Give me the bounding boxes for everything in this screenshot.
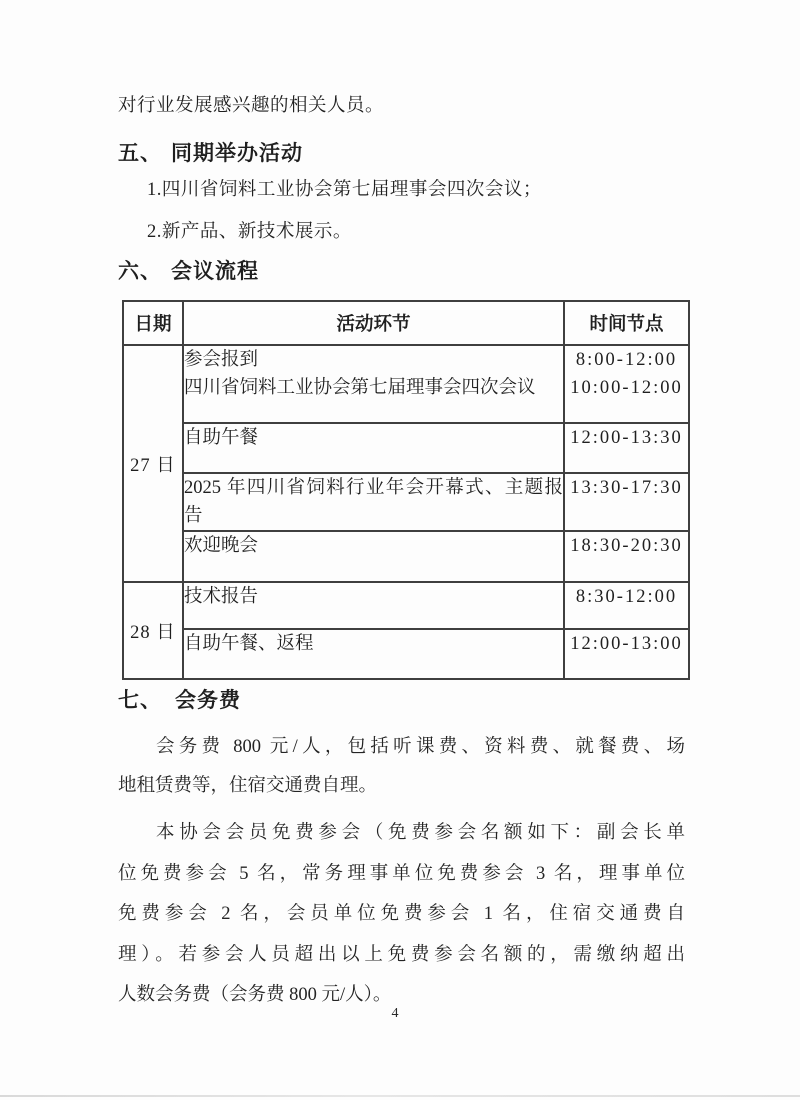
paragraph-line: 人数会务费（会务费 800 元/人）。: [118, 985, 392, 1005]
section-heading-five: [118, 140, 303, 168]
scan-edge-artifact: [0, 1095, 800, 1097]
col-header-time: 时间节点: [564, 301, 689, 345]
activity-line: 技术报告: [184, 587, 259, 607]
paragraph-line: 本协会会员免费参会（免费参会名额如下：副会长单: [156, 823, 685, 843]
activity-line: 欢迎晚会: [184, 536, 259, 556]
time-cell: [564, 345, 689, 423]
list-item: 1.四川省饲料工业协会第七届理事会四次会议；: [147, 180, 542, 200]
date-cell-27: 27 日: [123, 345, 183, 582]
time-cell: [564, 582, 689, 629]
section-number: 七、: [118, 689, 162, 712]
activity-cell: [183, 473, 564, 531]
paragraph-line: 会务费 800 元/人，包括听课费、资料费、就餐费、场: [156, 737, 685, 757]
time-cell: [564, 629, 689, 679]
section-number: 五、: [118, 142, 162, 165]
schedule-table: [122, 300, 690, 680]
time-line: 18:30-20:30: [570, 536, 683, 556]
list-item: 2.新产品、新技术展示。: [147, 222, 352, 242]
paragraph-line: 免费参会 2 名，会员单位免费参会 1 名，住宿交通费自: [118, 904, 685, 924]
intro-text-line: 对行业发展感兴趣的相关人员。: [118, 96, 385, 116]
time-cell: [564, 423, 689, 473]
section-title: 会务费: [175, 689, 241, 712]
time-cell: [564, 531, 689, 582]
section-title: 会议流程: [171, 260, 259, 283]
table-row: [123, 473, 689, 531]
time-line: 8:00-12:00: [575, 350, 678, 370]
paragraph-line: 位免费参会 5 名，常务理事单位免费参会 3 名，理事单位: [118, 863, 685, 884]
page-number: 4: [391, 1006, 399, 1021]
table-row: [123, 531, 689, 582]
section-number: 六、: [118, 260, 162, 283]
col-header-date: 日期: [123, 301, 183, 345]
activity-line: 告: [184, 506, 203, 526]
paragraph-line: 理）。若参会人员超出以上免费参会名额的，需缴纳超出: [118, 944, 685, 965]
section-heading-six: [118, 258, 259, 286]
section-heading-seven: [118, 687, 241, 715]
activity-cell: [183, 531, 564, 582]
activity-cell: [183, 629, 564, 679]
paragraph-line: 地租赁费等，住宿交通费自理。: [118, 776, 378, 796]
time-line: 8:30-12:00: [575, 587, 678, 607]
activity-line: 参会报到: [184, 350, 259, 370]
activity-cell: [183, 423, 564, 473]
time-line: 13:30-17:30: [570, 478, 683, 498]
section-title: 同期举办活动: [171, 142, 303, 165]
fees-paragraph-2: [118, 813, 685, 1016]
table-row: [123, 345, 689, 423]
activity-cell: [183, 345, 564, 423]
table-row: [123, 582, 689, 629]
activity-line: 四川省饲料工业协会第七届理事会四次会议: [184, 378, 536, 398]
time-line: 12:00-13:30: [570, 428, 683, 448]
activity-line: 自助午餐: [184, 428, 259, 448]
activity-line: 2025 年四川省饲料行业年会开幕式、主题报: [184, 478, 563, 498]
time-line: 12:00-13:00: [570, 634, 683, 654]
time-cell: [564, 473, 689, 531]
fees-paragraph-1: [118, 728, 685, 806]
time-line: 10:00-12:00: [570, 378, 683, 398]
date-cell-28: 28 日: [123, 582, 183, 679]
activity-line: 自助午餐、返程: [184, 634, 314, 654]
table-row: [123, 423, 689, 473]
table-row: [123, 629, 689, 679]
activity-cell: [183, 582, 564, 629]
col-header-activity: 活动环节: [183, 301, 564, 345]
